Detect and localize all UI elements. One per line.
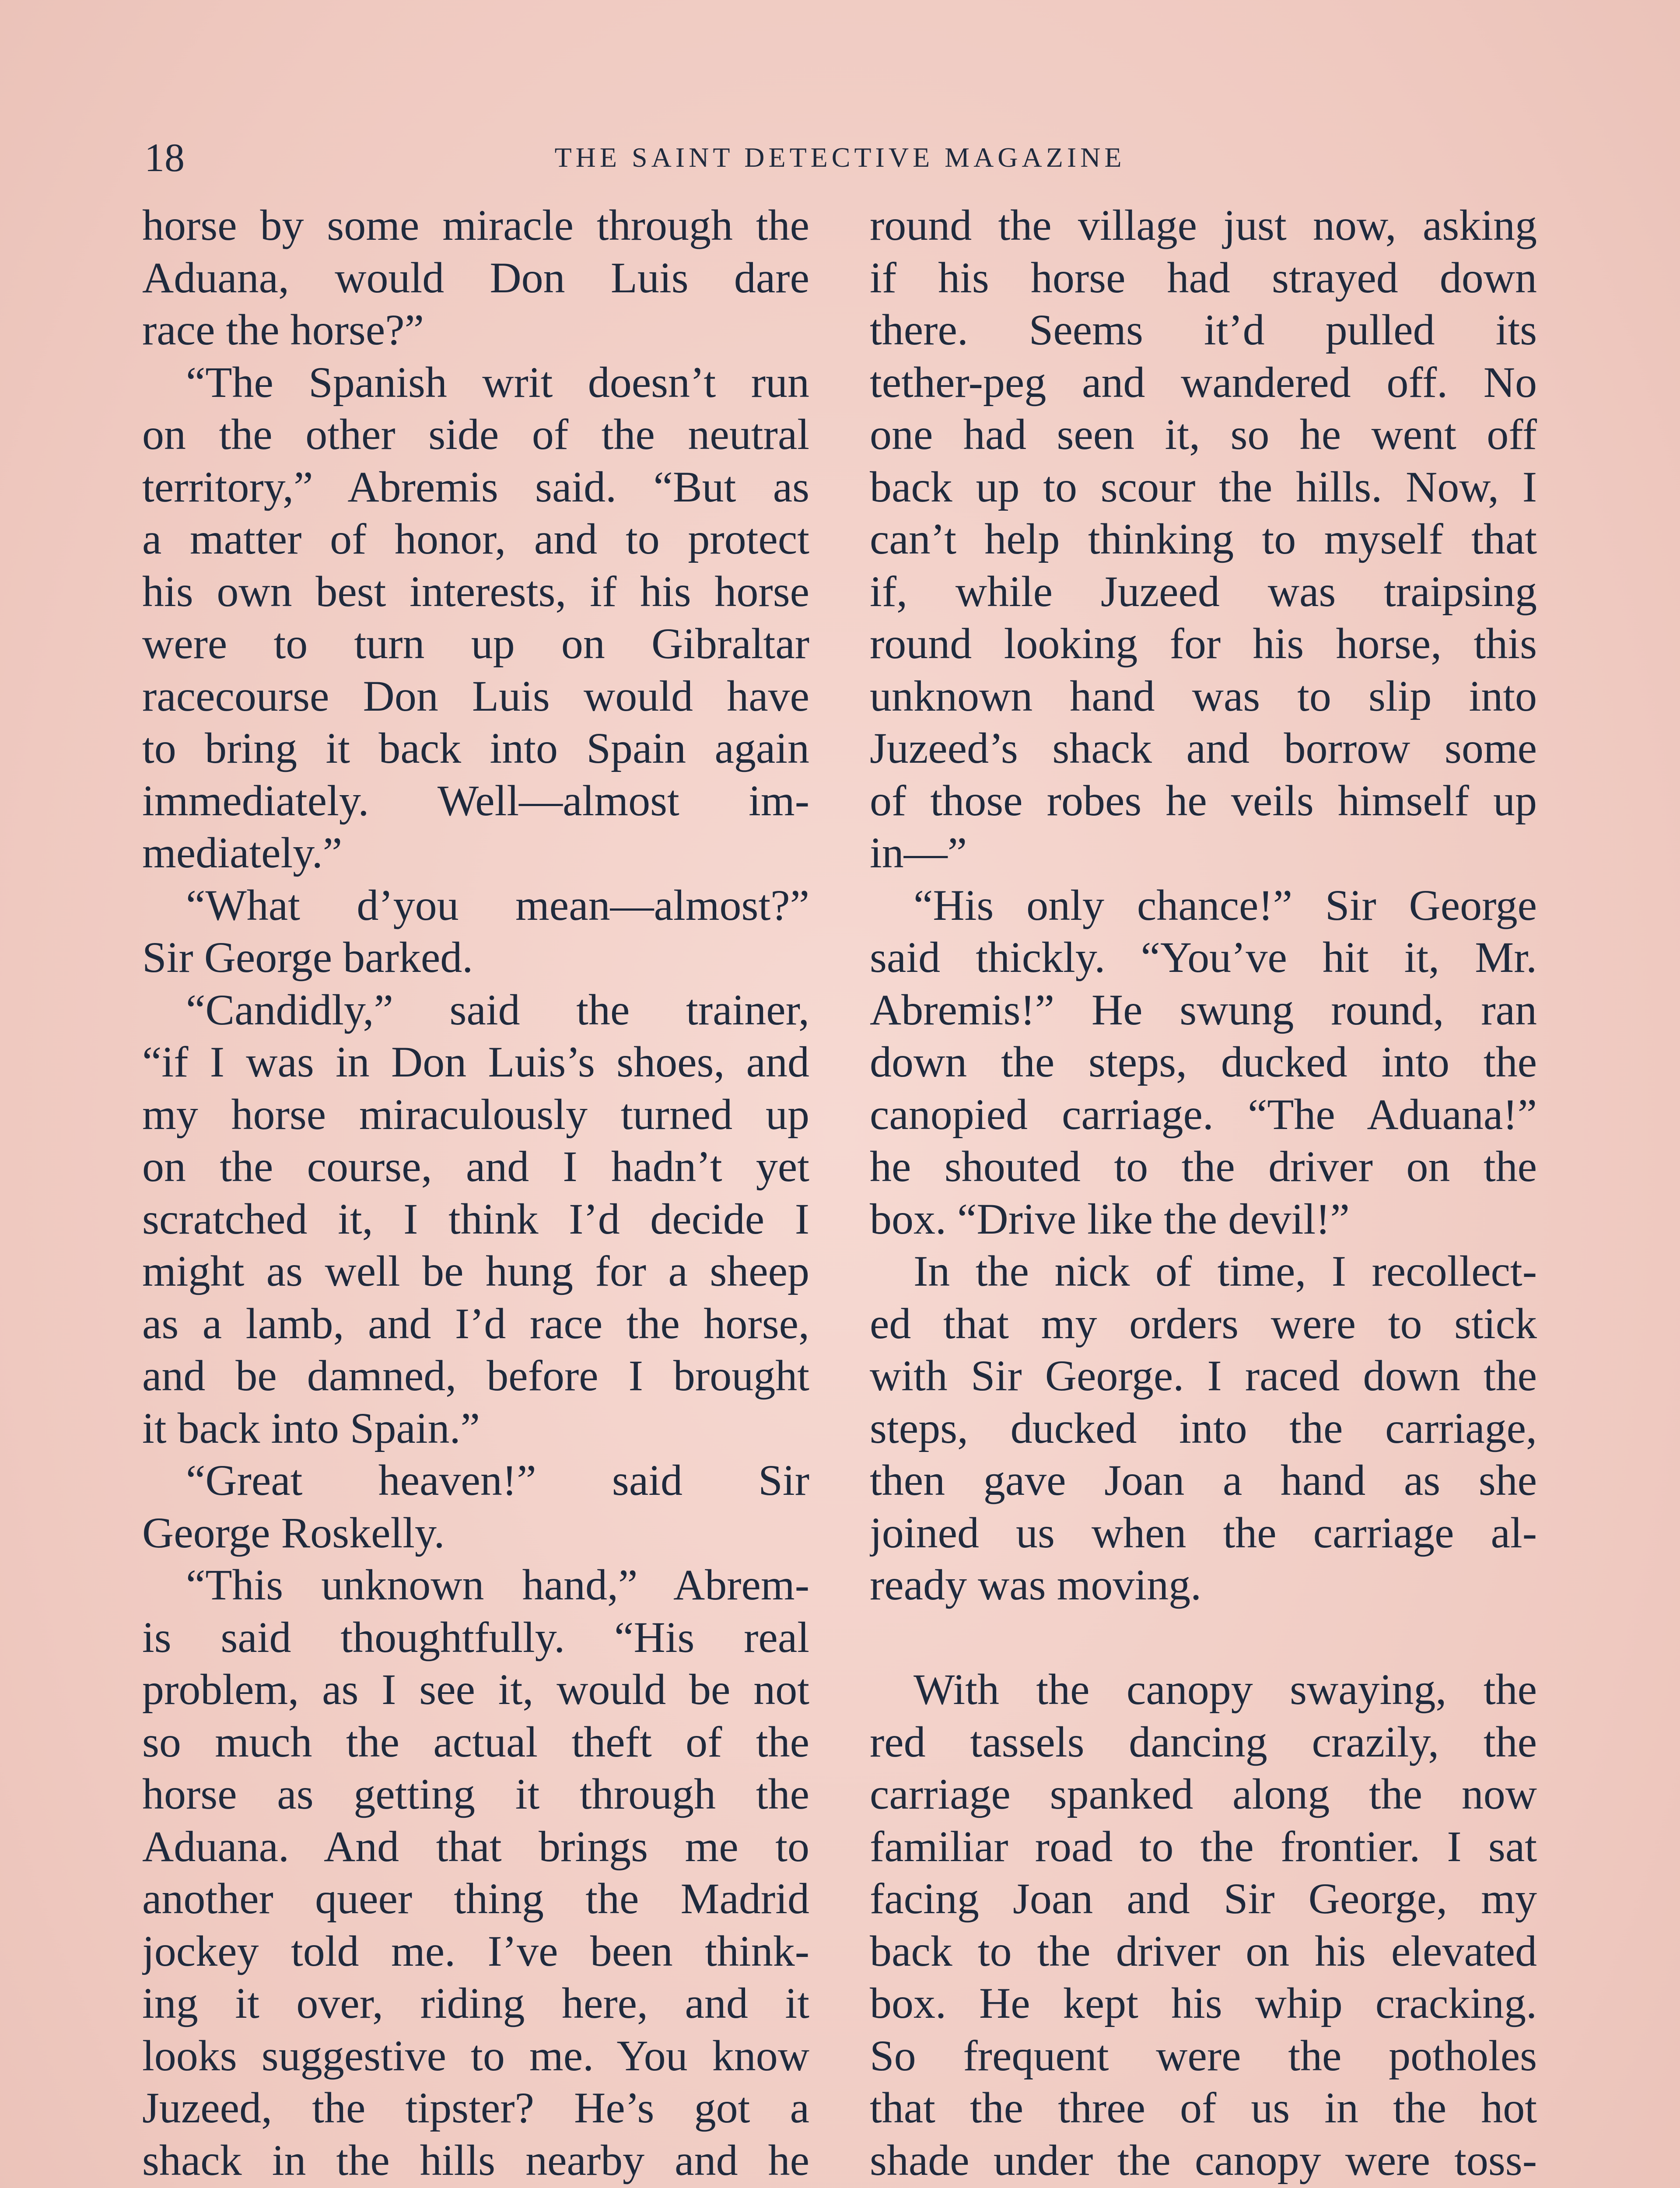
text-line: on the other side of the neutral bbox=[142, 410, 809, 459]
text-line: that the three of us in the hot bbox=[870, 2083, 1537, 2132]
text-line: Juzeed’s shack and borrow some bbox=[870, 724, 1537, 772]
text-line: round the village just now, asking bbox=[870, 201, 1537, 249]
text-line bbox=[142, 2186, 809, 2188]
text-line: Abremis!” He swung round, ran bbox=[870, 985, 1537, 1034]
text-line: shack in the hills nearby and he bbox=[142, 2135, 809, 2184]
text-line: back to the driver on his elevated bbox=[870, 1926, 1537, 1975]
text-line: shade under the canopy were toss- bbox=[870, 2135, 1537, 2184]
text-line: ing it over, riding here, and it bbox=[142, 1979, 809, 2027]
text-line: So frequent were the potholes bbox=[870, 2031, 1537, 2080]
text-line: jockey told me. I’ve been think- bbox=[142, 1926, 809, 1975]
text-line: is said thoughtfully. “His real bbox=[142, 1613, 809, 1662]
text-line: with Sir George. I raced down the bbox=[870, 1351, 1537, 1400]
text-line: familiar road to the frontier. I sat bbox=[870, 1822, 1537, 1871]
text-line: facing Joan and Sir George, my bbox=[870, 1874, 1537, 1923]
text-line: Juzeed, the tipster? He’s got a bbox=[142, 2083, 809, 2132]
text-line: looks suggestive to me. You know bbox=[142, 2031, 809, 2080]
text-line: then gave Joan a hand as she bbox=[870, 1456, 1537, 1504]
text-line: of those robes he veils himself up bbox=[870, 776, 1537, 825]
text-line: down the steps, ducked into the bbox=[870, 1038, 1537, 1086]
text-line: might as well be hung for a sheep bbox=[142, 1247, 809, 1295]
text-line: problem, as I see it, would be not bbox=[142, 1665, 809, 1714]
text-line: territory,” Abremis said. “But as bbox=[142, 462, 809, 511]
text-line: can’t help thinking to myself that bbox=[870, 515, 1537, 563]
text-line: round looking for his horse, this bbox=[870, 619, 1537, 668]
text-line: Aduana. And that brings me to bbox=[142, 1822, 809, 1871]
text-line: “if I was in Don Luis’s shoes, and bbox=[142, 1038, 809, 1086]
text-line: said thickly. “You’ve hit it, Mr. bbox=[870, 933, 1537, 982]
text-line: “What d’you mean—almost?” bbox=[186, 880, 809, 929]
page-number: 18 bbox=[144, 135, 185, 180]
text-line: canopied carriage. “The Aduana!” bbox=[870, 1090, 1537, 1139]
text-line: carriage spanked along the now bbox=[870, 1770, 1537, 1818]
text-line: In the nick of time, I recollect- bbox=[914, 1247, 1537, 1295]
text-line: ready was moving. bbox=[870, 1560, 1202, 1609]
text-line: if his horse had strayed down bbox=[870, 253, 1537, 302]
text-line: box. He kept his whip cracking. bbox=[870, 1979, 1537, 2027]
text-line: in—” bbox=[870, 828, 967, 877]
section-break bbox=[870, 1611, 1537, 1664]
text-line: George Roskelly. bbox=[142, 1508, 445, 1557]
text-line: so much the actual theft of the bbox=[142, 1717, 809, 1766]
right-text-column bbox=[870, 199, 1537, 2188]
text-line: “The Spanish writ doesn’t run bbox=[186, 358, 809, 407]
text-line: horse by some miracle through the bbox=[142, 201, 809, 249]
text-line: “Candidly,” said the trainer, bbox=[186, 985, 809, 1034]
text-line: my horse miraculously turned up bbox=[142, 1090, 809, 1139]
text-line: it back into Spain.” bbox=[142, 1403, 480, 1452]
text-line: racecourse Don Luis would have bbox=[142, 671, 809, 720]
text-line: back up to scour the hills. Now, I bbox=[870, 462, 1537, 511]
text-line: and be damned, before I brought bbox=[142, 1351, 809, 1400]
text-line: Sir George barked. bbox=[142, 933, 473, 982]
text-line: his own best interests, if his horse bbox=[142, 567, 809, 616]
text-line: as a lamb, and I’d race the horse, bbox=[142, 1299, 809, 1348]
text-line: there. Seems it’d pulled its bbox=[870, 305, 1537, 354]
left-text-column bbox=[142, 199, 809, 2188]
text-line: one had seen it, so he went off bbox=[870, 410, 1537, 459]
text-line: another queer thing the Madrid bbox=[142, 1874, 809, 1923]
text-line: if, while Juzeed was traipsing bbox=[870, 567, 1537, 616]
text-line: red tassels dancing crazily, the bbox=[870, 1717, 1537, 1766]
text-line: horse as getting it through the bbox=[142, 1770, 809, 1818]
text-line: “His only chance!” Sir George bbox=[914, 880, 1537, 929]
text-line: race the horse?” bbox=[142, 305, 424, 354]
text-line: “This unknown hand,” Abrem- bbox=[186, 1560, 809, 1609]
text-line: scratched it, I think I’d decide I bbox=[142, 1194, 809, 1243]
text-line: on the course, and I hadn’t yet bbox=[142, 1142, 809, 1191]
running-head bbox=[144, 133, 1536, 182]
text-line: a matter of honor, and to protect bbox=[142, 515, 809, 563]
text-line: unknown hand was to slip into bbox=[870, 671, 1537, 720]
text-line: box. “Drive like the devil!” bbox=[870, 1194, 1350, 1243]
text-line: Aduana, would Don Luis dare bbox=[142, 253, 809, 302]
text-line: joined us when the carriage al- bbox=[870, 1508, 1537, 1557]
text-line: he shouted to the driver on the bbox=[870, 1142, 1537, 1191]
text-line bbox=[870, 2186, 1537, 2188]
text-line: steps, ducked into the carriage, bbox=[870, 1403, 1537, 1452]
text-line: were to turn up on Gibraltar bbox=[142, 619, 809, 668]
text-line: ed that my orders were to stick bbox=[870, 1299, 1537, 1348]
text-line: With the canopy swaying, the bbox=[914, 1665, 1537, 1714]
text-line: tether-peg and wandered off. No bbox=[870, 358, 1537, 407]
text-line: “Great heaven!” said Sir bbox=[186, 1456, 809, 1504]
magazine-title: THE SAINT DETECTIVE MAGAZINE bbox=[554, 142, 1126, 173]
text-line: mediately.” bbox=[142, 828, 343, 877]
text-line: immediately. Well—almost im- bbox=[142, 776, 809, 825]
text-line: to bring it back into Spain again bbox=[142, 724, 809, 772]
